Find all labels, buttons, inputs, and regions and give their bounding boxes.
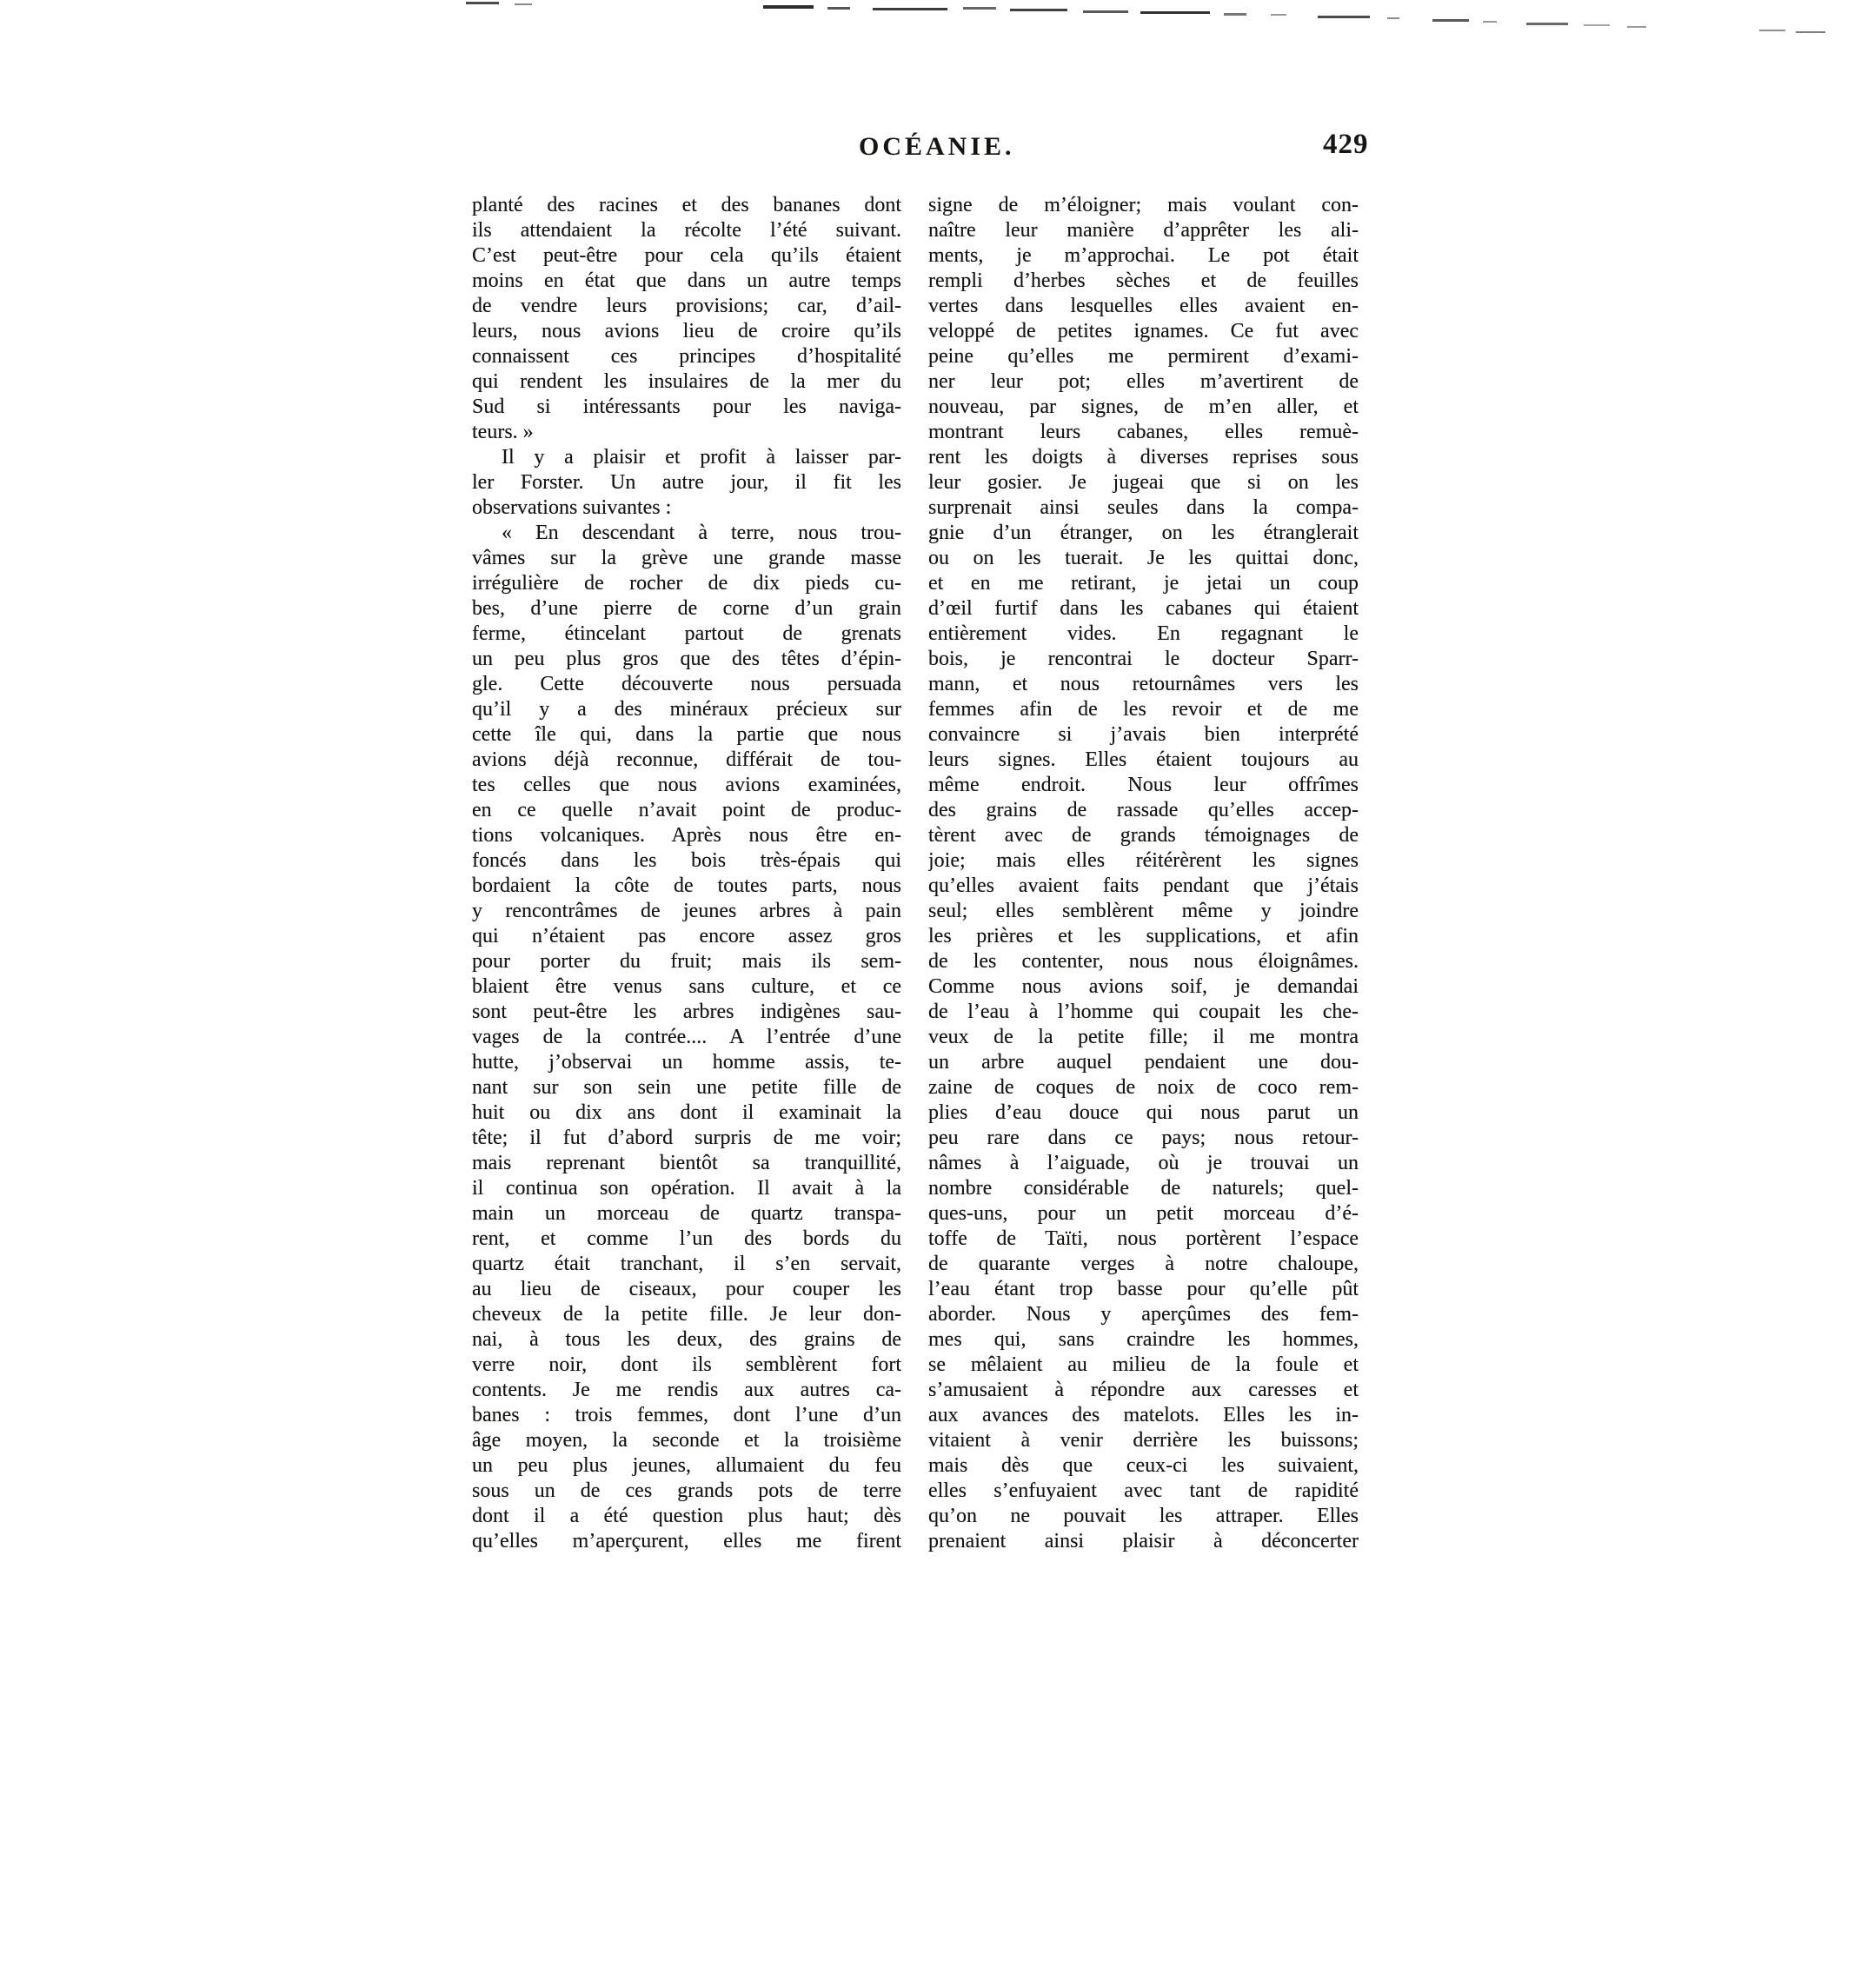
text-line: gle. Cette découverte nous persuada <box>472 673 901 695</box>
text-line: un arbre auquel pendaient une dou- <box>928 1051 1359 1074</box>
text-line: leurs, nous avions lieu de croire qu’ils <box>472 320 901 342</box>
text-line: qu’on ne pouvait les attraper. Elles <box>928 1505 1359 1527</box>
text-line: connaissent ces principes d’hospitalité <box>472 345 901 368</box>
text-line: de quarante verges à notre chaloupe, <box>928 1253 1359 1275</box>
text-line: blaient être venus sans culture, et ce <box>472 975 901 998</box>
text-line: se mêlaient au milieu de la foule et <box>928 1353 1359 1376</box>
text-line: veux de la petite fille; il me montra <box>928 1026 1359 1048</box>
text-line: surprenait ainsi seules dans la compa- <box>928 496 1359 519</box>
text-line: signe de m’éloigner; mais voulant con- <box>928 194 1359 216</box>
text-line: bordaient la côte de toutes parts, nous <box>472 874 901 897</box>
text-line: tête; il fut d’abord surpris de me voir; <box>472 1127 901 1149</box>
text-line: montrant leurs cabanes, elles remuè- <box>928 421 1359 443</box>
text-line: au lieu de ciseaux, pour couper les <box>472 1278 901 1300</box>
text-line: d’œil furtif dans les cabanes qui étaient <box>928 597 1359 620</box>
text-line: rent les doigts à diverses reprises sous <box>928 446 1359 469</box>
text-line: ques-uns, pour un petit morceau d’é- <box>928 1202 1359 1225</box>
text-line: ils attendaient la récolte l’été suivant. <box>472 219 901 242</box>
text-line: hutte, j’observai un homme assis, te- <box>472 1051 901 1074</box>
text-line: même endroit. Nous leur offrîmes <box>928 774 1359 796</box>
text-line: un peu plus gros que des têtes d’épin- <box>472 648 901 670</box>
text-line: de l’eau à l’homme qui coupait les che- <box>928 1001 1359 1023</box>
text-line: en ce quelle n’avait point de produc- <box>472 799 901 821</box>
text-line: de les contenter, nous nous éloignâmes. <box>928 950 1359 973</box>
text-line: qu’il y a des minéraux précieux sur <box>472 698 901 721</box>
text-line: vâmes sur la grève une grande masse <box>472 547 901 569</box>
text-line: Comme nous avions soif, je demandai <box>928 975 1359 998</box>
text-line: irrégulière de rocher de dix pieds cu- <box>472 572 901 595</box>
text-line: de vendre leurs provisions; car, d’ail- <box>472 295 901 317</box>
text-line: ou on les tuerait. Je les quittai donc, <box>928 547 1359 569</box>
text-line: tèrent avec de grands témoignages de <box>928 824 1359 847</box>
text-line: nombre considérable de naturels; quel- <box>928 1177 1359 1200</box>
text-line: aux avances des matelots. Elles les in- <box>928 1404 1359 1426</box>
text-line: ferme, étincelant partout de grenats <box>472 622 901 645</box>
text-line: rent, et comme l’un des bords du <box>472 1227 901 1250</box>
text-line: huit ou dix ans dont il examinait la <box>472 1101 901 1124</box>
text-line: joie; mais elles réitérèrent les signes <box>928 849 1359 872</box>
text-line: plies d’eau douce qui nous parut un <box>928 1101 1359 1124</box>
text-line: peine qu’elles me permirent d’exami- <box>928 345 1359 368</box>
text-column-left <box>472 193 901 1554</box>
text-line: qui rendent les insulaires de la mer du <box>472 370 901 393</box>
text-line: qu’elles m’aperçurent, elles me firent <box>472 1530 901 1553</box>
text-line: bois, je rencontrai le docteur Sparr- <box>928 648 1359 670</box>
text-line: mais reprenant bientôt sa tranquillité, <box>472 1152 901 1174</box>
text-line: « En descendant à terre, nous trou- <box>502 522 901 544</box>
text-line: leur gosier. Je jugeai que si on les <box>928 471 1359 494</box>
scan-artifact <box>0 0 2 2</box>
text-column-right <box>928 193 1359 1554</box>
text-line: nai, à tous les deux, des grains de <box>472 1328 901 1351</box>
page-number: 429 <box>1323 129 1369 160</box>
text-line: toffe de Taïti, nous portèrent l’espace <box>928 1227 1359 1250</box>
text-line: vertes dans lesquelles elles avaient en- <box>928 295 1359 317</box>
text-line: y rencontrâmes de jeunes arbres à pain <box>472 900 901 922</box>
text-line: prenaient ainsi plaisir à déconcerter <box>928 1530 1359 1553</box>
text-line: vages de la contrée.... A l’entrée d’une <box>472 1026 901 1048</box>
text-line: naître leur manière d’apprêter les ali- <box>928 219 1359 242</box>
text-line: ner leur pot; elles m’avertirent de <box>928 370 1359 393</box>
text-line: seul; elles semblèrent même y joindre <box>928 900 1359 922</box>
text-line: un peu plus jeunes, allumaient du feu <box>472 1454 901 1477</box>
text-line: leurs signes. Elles étaient toujours au <box>928 748 1359 771</box>
text-line: tes celles que nous avions examinées, <box>472 774 901 796</box>
text-line: vitaient à venir derrière les buissons; <box>928 1429 1359 1452</box>
text-line: les prières et les supplications, et afin <box>928 925 1359 947</box>
text-line: zaine de coques de noix de coco rem- <box>928 1076 1359 1099</box>
text-line: dont il a été question plus haut; dès <box>472 1505 901 1527</box>
text-line: femmes afin de les revoir et de me <box>928 698 1359 721</box>
text-line: veloppé de petites ignames. Ce fut avec <box>928 320 1359 342</box>
running-head-title: OCÉANIE. <box>859 132 1015 161</box>
text-line: pour porter du fruit; mais ils sem- <box>472 950 901 973</box>
text-line: ler Forster. Un autre jour, il fit les <box>472 471 901 494</box>
text-line: verre noir, dont ils semblèrent fort <box>472 1353 901 1376</box>
text-line: aborder. Nous y aperçûmes des fem- <box>928 1303 1359 1326</box>
text-line: gnie d’un étranger, on les étranglerait <box>928 522 1359 544</box>
text-line: des grains de rassade qu’elles accep- <box>928 799 1359 821</box>
text-line: moins en état que dans un autre temps <box>472 269 901 292</box>
text-line: C’est peut-être pour cela qu’ils étaient <box>472 244 901 267</box>
text-line: observations suivantes : <box>472 496 672 519</box>
text-line: et en me retirant, je jetai un coup <box>928 572 1359 595</box>
text-line: cette île qui, dans la partie que nous <box>472 723 901 746</box>
text-line: avions déjà reconnue, différait de tou- <box>472 748 901 771</box>
text-line: s’amusaient à répondre aux caresses et <box>928 1379 1359 1401</box>
text-line: nâmes à l’aiguade, où je trouvai un <box>928 1152 1359 1174</box>
text-line: main un morceau de quartz transpa- <box>472 1202 901 1225</box>
text-line: peu rare dans ce pays; nous retour- <box>928 1127 1359 1149</box>
text-line: mes qui, sans craindre les hommes, <box>928 1328 1359 1351</box>
text-line: contents. Je me rendis aux autres ca- <box>472 1379 901 1401</box>
text-line: l’eau étant trop basse pour qu’elle pût <box>928 1278 1359 1300</box>
text-line: mais dès que ceux-ci les suivaient, <box>928 1454 1359 1477</box>
text-line: banes : trois femmes, dont l’une d’un <box>472 1404 901 1426</box>
text-line: il continua son opération. Il avait à la <box>472 1177 901 1200</box>
text-line: quartz était tranchant, il s’en servait, <box>472 1253 901 1275</box>
text-line: mann, et nous retournâmes vers les <box>928 673 1359 695</box>
text-line: ments, je m’approchai. Le pot était <box>928 244 1359 267</box>
text-line: elles s’enfuyaient avec tant de rapidité <box>928 1479 1359 1502</box>
text-line: foncés dans les bois très-épais qui <box>472 849 901 872</box>
text-line: sont peut-être les arbres indigènes sau- <box>472 1001 901 1023</box>
text-line: entièrement vides. En regagnant le <box>928 622 1359 645</box>
text-line: Il y a plaisir et profit à laisser par- <box>502 446 901 469</box>
text-line: bes, d’une pierre de corne d’un grain <box>472 597 901 620</box>
text-line: teurs. » <box>472 421 534 443</box>
text-line: rempli d’herbes sèches et de feuilles <box>928 269 1359 292</box>
text-line: âge moyen, la seconde et la troisième <box>472 1429 901 1452</box>
text-line: nouveau, par signes, de m’en aller, et <box>928 396 1359 418</box>
text-line: qu’elles avaient faits pendant que j’étais <box>928 874 1359 897</box>
text-line: tions volcaniques. Après nous être en- <box>472 824 901 847</box>
text-line: sous un de ces grands pots de terre <box>472 1479 901 1502</box>
text-line: planté des racines et des bananes dont <box>472 194 901 216</box>
text-line: convaincre si j’avais bien interprété <box>928 723 1359 746</box>
text-line: cheveux de la petite fille. Je leur don- <box>472 1303 901 1326</box>
text-line: nant sur son sein une petite fille de <box>472 1076 901 1099</box>
text-line: qui n’étaient pas encore assez gros <box>472 925 901 947</box>
text-line: Sud si intéressants pour les naviga- <box>472 396 901 418</box>
